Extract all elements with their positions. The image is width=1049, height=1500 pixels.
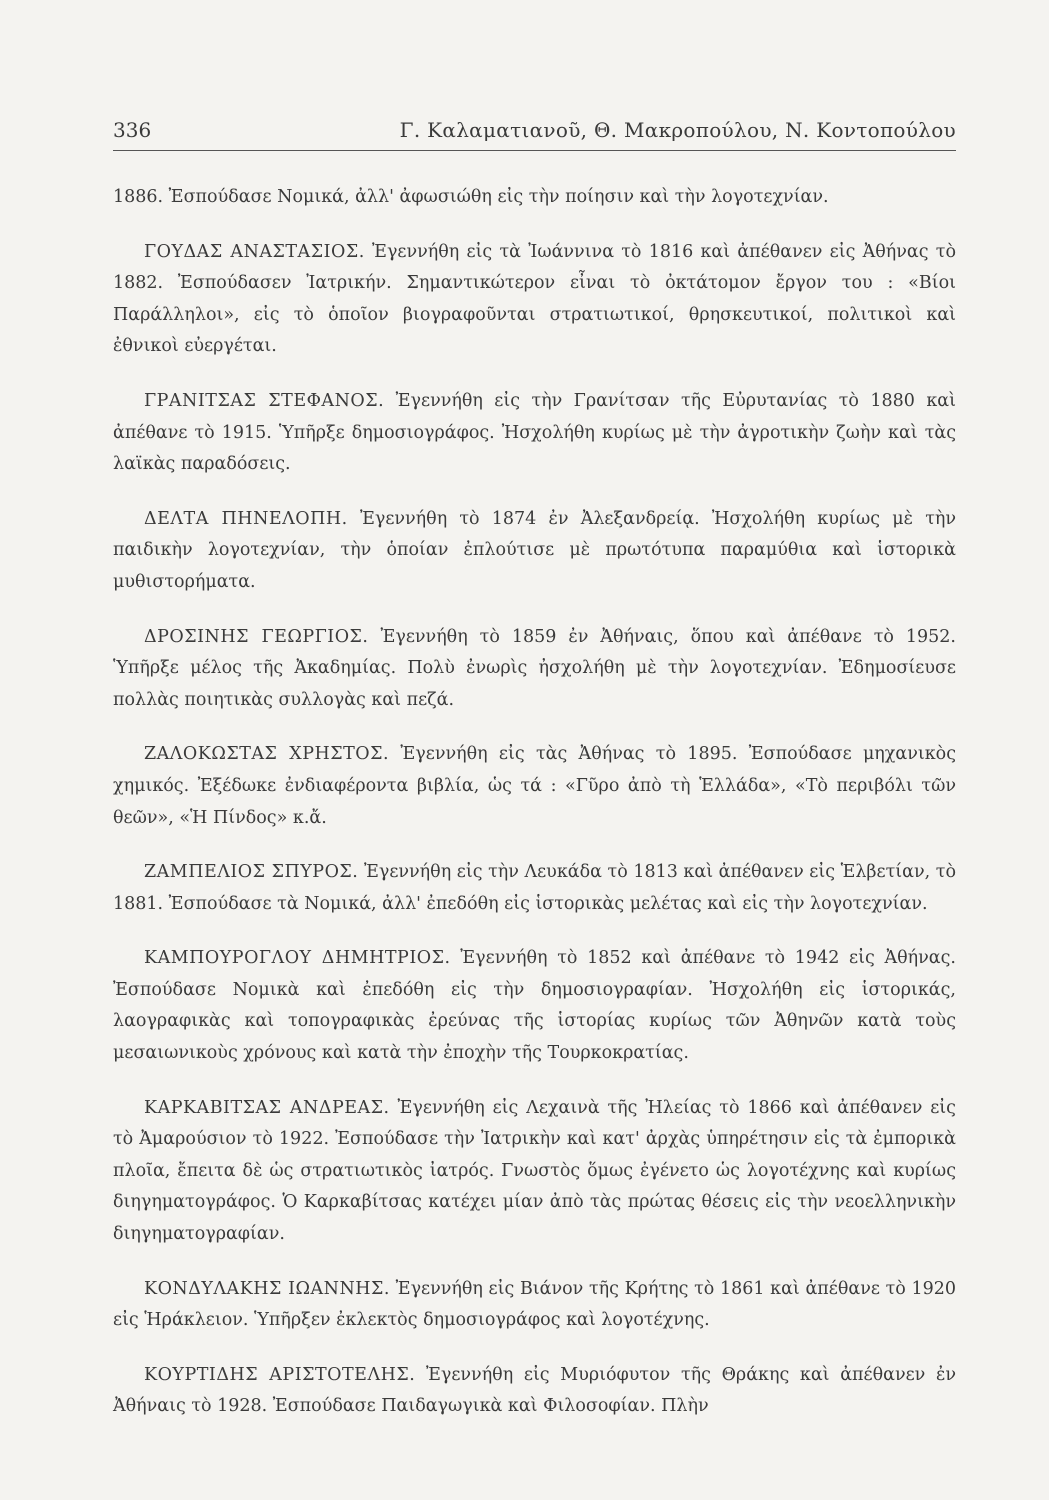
entry-text: Ἐγεννήθη εἰς Βιάνον τῆς Κρήτης τὸ 1861 καὶ ἀπέθανε τὸ 1920 εἰς Ἡράκλειον. Ὑπῆρξεν ἐκλεκτὸς δημοσιογράφος καὶ λογοτέχνης. (113, 1278, 956, 1331)
entry-text: Ἐγεννήθη εἰς τὴν Λευκάδα τὸ 1813 καὶ ἀπέθανεν εἰς Ἑλβετίαν, τὸ 1881. Ἐσπούδασε τὰ Νομικά, ἀλλ' ἐπεδόθη εἰς ἱστορικὰς μελέτας καὶ εἰς τὴν λογοτεχνίαν. (113, 862, 956, 914)
entry-name: ΔΕΛΤΑ ΠΗΝΕΛΟΠΗ. (144, 508, 348, 529)
entry-text: Ἐγεννήθη εἰς τὰ Ἰωάννινα τὸ 1816 καὶ ἀπέθανεν εἰς Ἀθήνας τὸ 1882. Ἐσπούδασεν Ἰατρικήν. Σημαντικώτερον εἶναι τὸ ὀκτάτομον ἔργον του : «Βίοι Παράλληλοι», εἰς τὸ ὁποῖον βιογραφοῦνται στρατιωτικοί, θρησκευτικοί, πολιτικοὶ καὶ ἐθνικοὶ εὐεργέται. (113, 241, 956, 357)
page-number: 336 (113, 118, 152, 142)
entry-text: Ἐγεννήθη τὸ 1852 καὶ ἀπέθανε τὸ 1942 εἰς Ἀθήνας. Ἐσπούδασε Νομικὰ καὶ ἐπεδόθη εἰς τὴν δημοσιογραφίαν. Ἠσχολήθη εἰς ἱστορικάς, λαογραφικὰς καὶ τοπογραφικὰς ἐρεύνας τῆς ἱστορίας κυρίως τῶν Ἀθηνῶν κατὰ τοὺς μεσαιωνικοὺς χρόνους καὶ κατὰ τὴν ἐποχὴν τῆς Τουρκοκρατίας. (113, 948, 956, 1064)
entry-delta (113, 504, 956, 599)
entry-kourtidis (113, 1360, 956, 1423)
entry-text: Ἐγεννήθη τὸ 1859 ἐν Ἀθήναις, ὅπου καὶ ἀπέθανε τὸ 1952. Ὑπῆρξε μέλος τῆς Ἀκαδημίας. Πολὺ ἐνωρὶς ἠσχολήθη μὲ τὴν λογοτεχνίαν. Ἐδημοσίευσε πολλὰς ποιητικὰς συλλογὰς καὶ πεζά. (113, 626, 956, 710)
entry-kampouroglou (113, 943, 956, 1069)
entry-name: ΓΟΥΔΑΣ ΑΝΑΣΤΑΣΙΟΣ. (144, 241, 365, 262)
entry-text: Ἐγεννήθη εἰς τὴν Γρανίτσαν τῆς Εὐρυτανίας τὸ 1880 καὶ ἀπέθανε τὸ 1915. Ὑπῆρξε δημοσιογράφος. Ἠσχολήθη κυρίως μὲ τὴν ἀγροτικὴν ζωὴν καὶ τὰς λαϊκὰς παραδόσεις. (113, 390, 956, 475)
entry-text: Ἐγεννήθη εἰς Λεχαινὰ τῆς Ἠλείας τὸ 1866 καὶ ἀπέθανεν εἰς τὸ Ἀμαρούσιον τὸ 1922. Ἐσπούδασε τὴν Ἰατρικὴν καὶ κατ' ἀρχὰς ὑπηρέτησιν εἰς τὰ ἐμπορικὰ πλοῖα, ἔπειτα δὲ ὡς στρατιωτικὸς ἰατρός. Γνωστὸς ὅμως ἐγένετο ὡς λογοτέχνης καὶ κυρίως διηγηματογράφος. Ὁ Καρκαβίτσας κατέχει μίαν ἀπὸ τὰς πρώτας θέσεις εἰς τὴν νεοελληνικὴν διηγηματογραφίαν. (113, 1097, 956, 1245)
body-text (113, 182, 956, 1446)
entry-name: ΚΟΥΡΤΙΔΗΣ ΑΡΙΣΤΟΤΕΛΗΣ. (144, 1364, 416, 1385)
entry-name: ΓΡΑΝΙΤΣΑΣ ΣΤΕΦΑΝΟΣ. (144, 390, 385, 411)
entry-text: Ἐγεννήθη εἰς Μυριόφυτον τῆς Θράκης καὶ ἀπέθανεν ἐν Ἀθήναις τὸ 1928. Ἐσπούδασε Παιδαγωγικὰ καὶ Φιλοσοφίαν. Πλὴν (113, 1364, 956, 1417)
entry-name: ΖΑΛΟΚΩΣΤΑΣ ΧΡΗΣΤΟΣ. (144, 744, 390, 765)
entry-kondylakis (113, 1274, 956, 1337)
entry-name: ΖΑΜΠΕΛΙΟΣ ΣΠΥΡΟΣ. (144, 862, 359, 883)
entry-karkavitsas (113, 1093, 956, 1251)
entry-name: ΔΡΟΣΙΝΗΣ ΓΕΩΡΓΙΟΣ. (144, 626, 369, 647)
entry-zampelios (113, 857, 956, 920)
entry-name: ΚΟΝΔΥΛΑΚΗΣ ΙΩΑΝΝΗΣ. (144, 1278, 390, 1299)
entry-name: ΚΑΡΚΑΒΙΤΣΑΣ ΑΝΔΡΕΑΣ. (144, 1097, 390, 1118)
entry-gouda (113, 237, 956, 363)
entry-text: Ἐγεννήθη τὸ 1874 ἐν Ἀλεξανδρείᾳ. Ἠσχολήθη κυρίως μὲ τὴν παιδικὴν λογοτεχνίαν, τὴν ὁποίαν ἐπλούτισε μὲ πρωτότυπα παραμύθια καὶ ἱστορικὰ μυθιστορήματα. (113, 508, 956, 592)
entry-zalokostas (113, 739, 956, 834)
entry-name: ΚΑΜΠΟΥΡΟΓΛΟΥ ΔΗΜΗΤΡΙΟΣ. (144, 948, 451, 969)
page-header (113, 118, 956, 151)
entry-text: Ἐγεννήθη εἰς τὰς Ἀθήνας τὸ 1895. Ἐσπούδασε μηχανικὸς χημικός. Ἐξέδωκε ἐνδιαφέροντα βιβλία, ὡς τά : «Γῦρο ἀπὸ τὴ Ἑλλάδα», «Τὸ περιβόλι τῶν θεῶν», «Ἡ Πίνδος» κ.ἄ. (113, 744, 956, 828)
running-head-authors: Γ. Καλαματιανοῦ, Θ. Μακροπούλου, Ν. Κοντοπούλου (399, 118, 956, 142)
entry-drosinis (113, 622, 956, 717)
entry-granitsas (113, 386, 956, 481)
intro-paragraph: 1886. Ἐσπούδασε Νομικά, ἀλλ' ἀφωσιώθη εἰς τὴν ποίησιν καὶ τὴν λογοτεχνίαν. (113, 187, 829, 207)
